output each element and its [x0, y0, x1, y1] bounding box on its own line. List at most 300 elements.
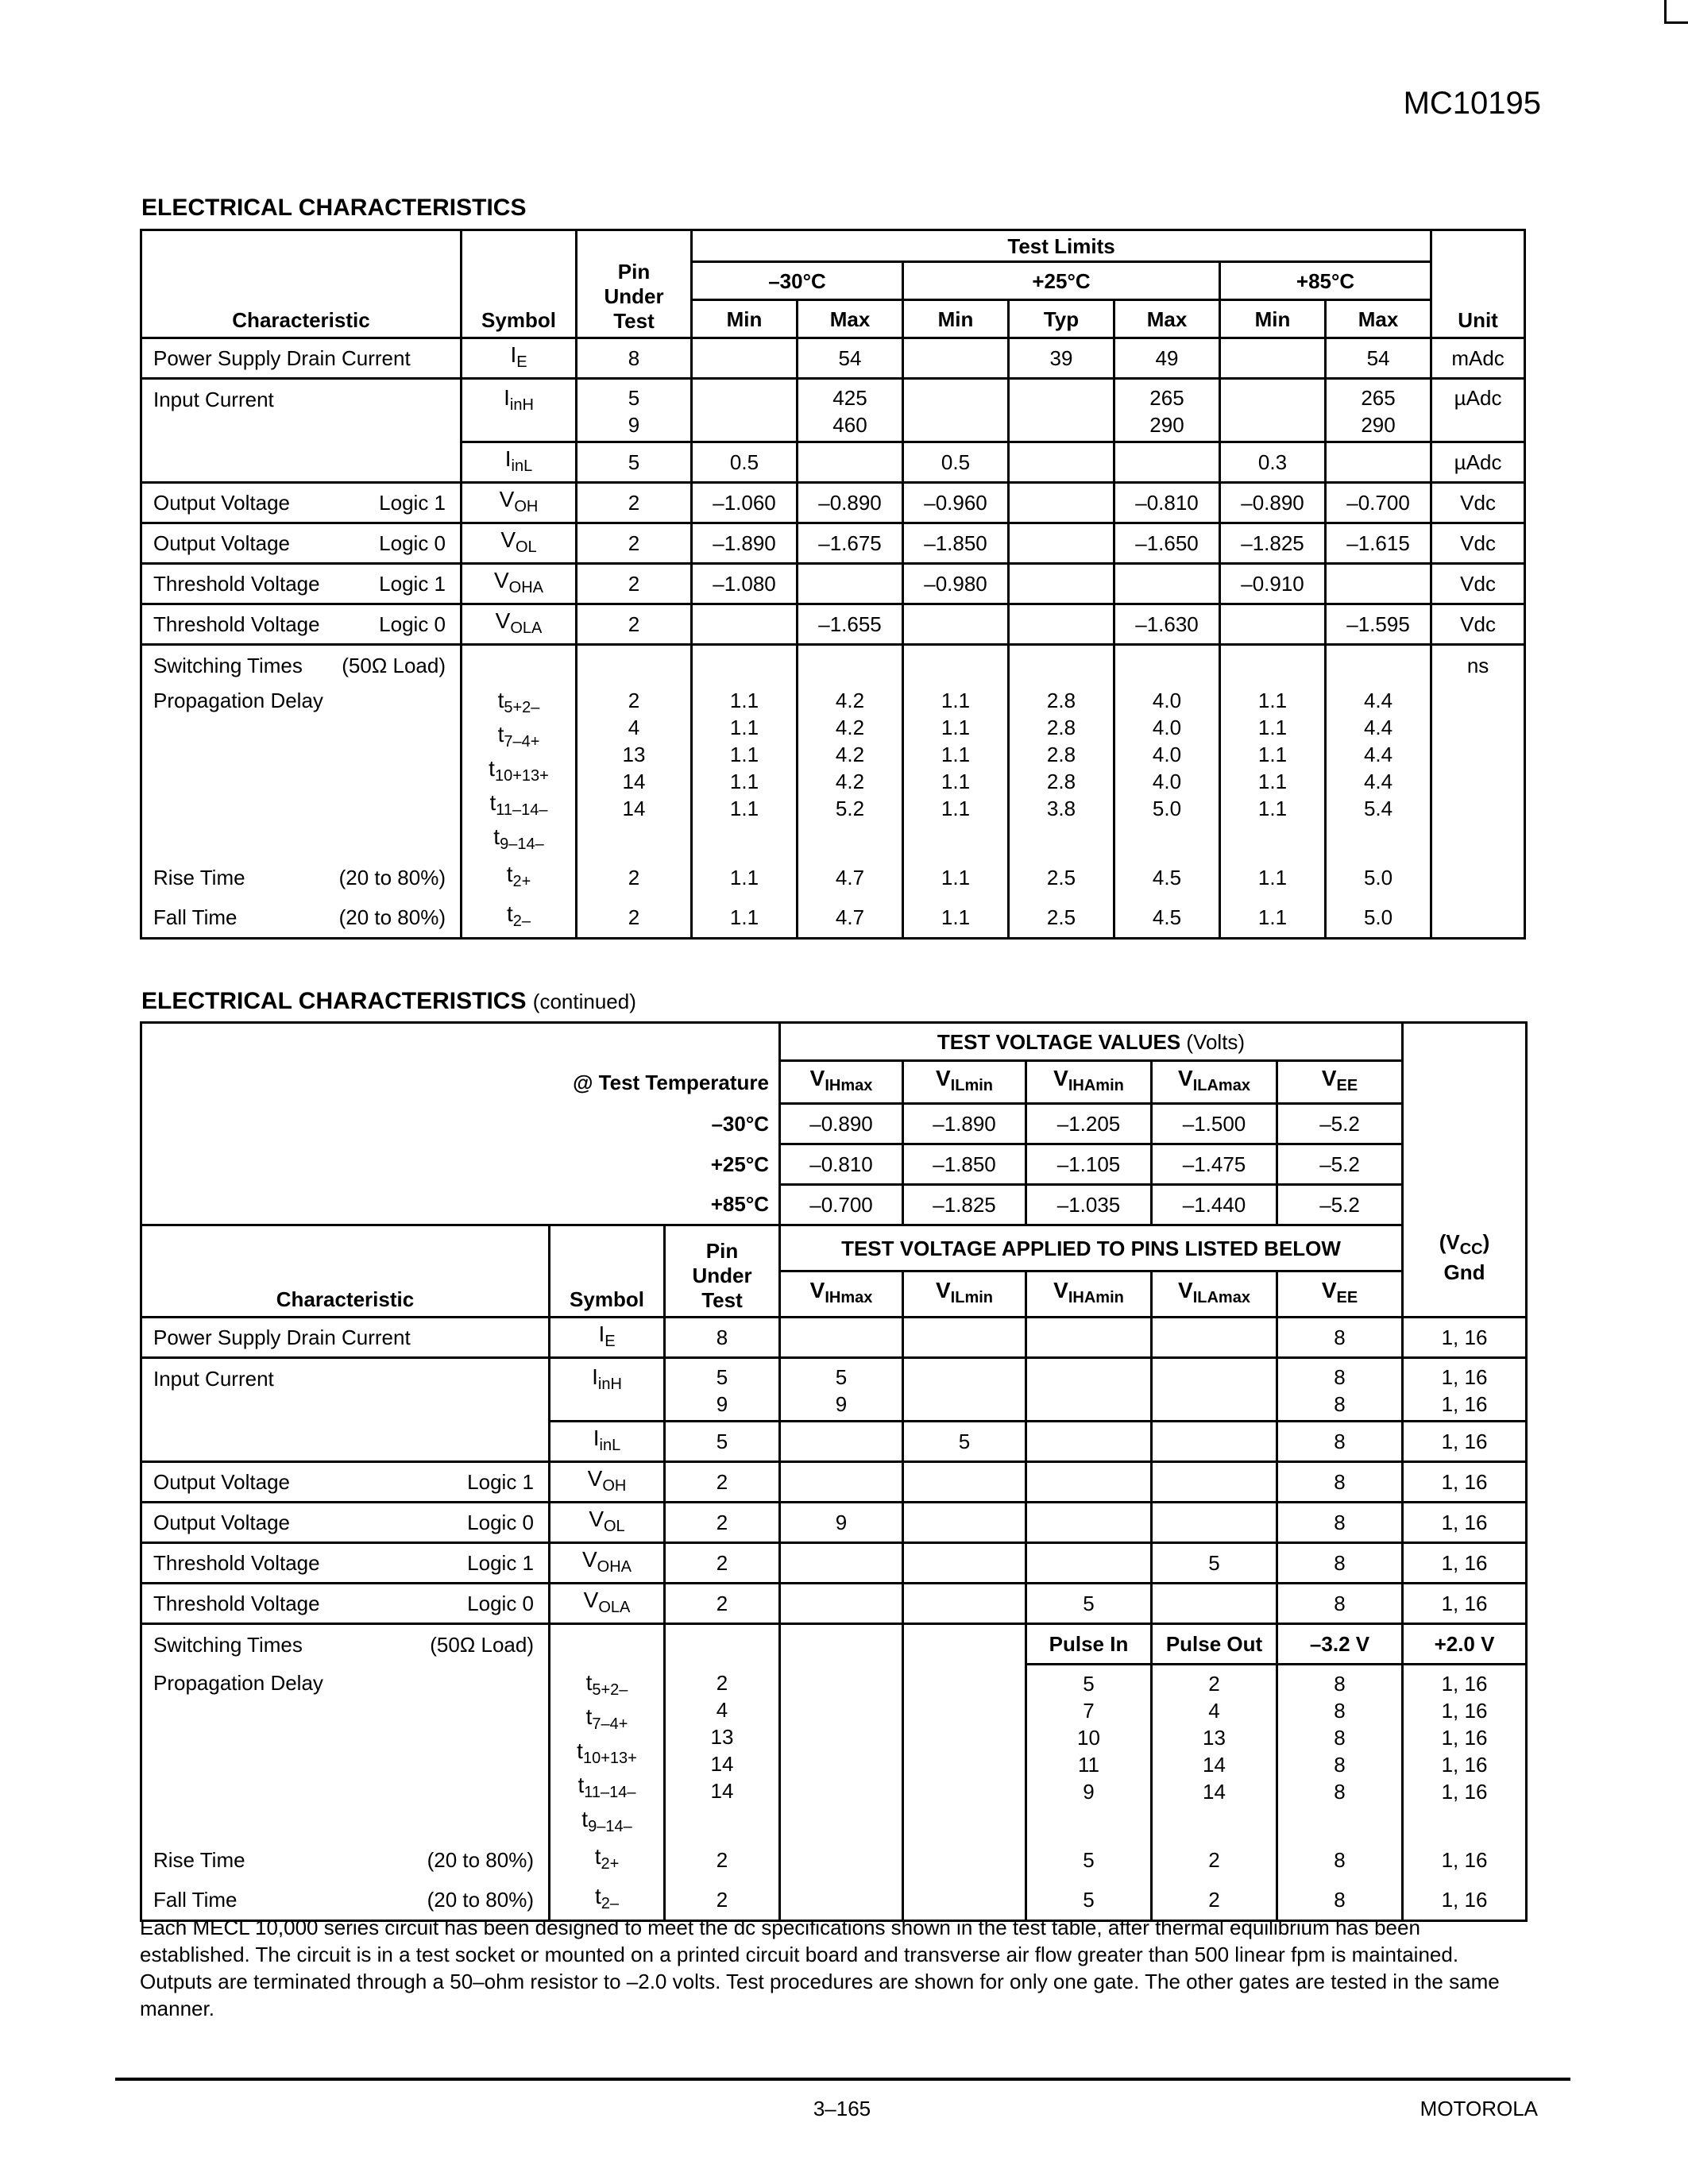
vee-head: –3.2 V [1277, 1624, 1403, 1665]
cell-line: 1.1 [941, 715, 971, 739]
value-cell [1009, 685, 1114, 858]
cell-line: 1, 16 [1441, 1753, 1488, 1777]
value-cell: –1.850 [903, 523, 1009, 564]
empty-cell [1009, 645, 1114, 685]
value-cell [1009, 442, 1114, 483]
symbol-base: V [581, 1546, 597, 1572]
symbol-cell [462, 604, 577, 645]
limit-head: Typ [1009, 300, 1114, 338]
value-cell: –1.060 [692, 483, 798, 523]
symbol-base: t [577, 1738, 583, 1763]
symbol [510, 341, 527, 371]
cell-line: 9 [1083, 1780, 1095, 1804]
symbol-subscript: OH [514, 497, 539, 515]
symbol-subscript: OL [604, 1517, 625, 1535]
vcc-subscript: CC [1459, 1241, 1483, 1259]
pin-value [1152, 1584, 1277, 1624]
characteristic-condition: Logic 0 [379, 531, 446, 555]
symbol-cell [550, 1665, 665, 1840]
table2-title [141, 988, 636, 1015]
voltage-value: –1.440 [1152, 1185, 1277, 1225]
vee-cell: 8 [1277, 1881, 1403, 1921]
symbol-cell [462, 379, 577, 442]
symbol-subscript: inH [597, 1376, 622, 1393]
cell-line: 8 [1334, 1780, 1346, 1804]
symbol-subscript: inH [509, 396, 534, 414]
symbol [581, 1806, 632, 1835]
symbol-subscript: ILAmax [1192, 1289, 1250, 1306]
tvv-label: TEST VOLTAGE VALUES [937, 1029, 1181, 1054]
cell-line: 4.0 [1152, 715, 1182, 739]
pin-value: 5 [1152, 1543, 1277, 1584]
characteristic-cell [141, 898, 462, 939]
pin-value [1026, 1318, 1152, 1358]
cell-line: 4.0 [1152, 769, 1182, 793]
characteristic-name: Output Voltage [153, 1511, 291, 1534]
cell-line: 1.1 [729, 742, 759, 766]
characteristic-condition: Logic 1 [379, 572, 446, 596]
symbol [506, 901, 531, 930]
symbol [489, 755, 549, 785]
pin-value [780, 1543, 903, 1584]
symbol-base: t [493, 824, 500, 849]
cell-line: 14 [622, 796, 646, 820]
header-row [141, 1023, 1527, 1061]
pin-cell [577, 379, 692, 442]
symbol-base: V [500, 527, 516, 552]
symbol-line [462, 721, 575, 755]
value-cell [1009, 523, 1114, 564]
pulse-vee [1277, 1665, 1403, 1840]
symbol-cell [462, 564, 577, 604]
symbol-line [462, 755, 575, 789]
table-row [141, 1358, 1527, 1422]
test-voltage-table [140, 1021, 1528, 1922]
unit-cell: ns [1431, 645, 1525, 685]
symbol-base: V [1178, 1278, 1193, 1302]
cell-line: 8 [1334, 1726, 1346, 1750]
empty-cell [903, 1665, 1026, 1840]
symbol-base: V [589, 1506, 604, 1531]
electrical-characteristics-table [140, 229, 1526, 940]
cell-line: 1.1 [729, 796, 759, 820]
symbol-subscript: OH [602, 1476, 627, 1495]
empty-cell [780, 1624, 903, 1665]
cell-line: 14 [622, 769, 646, 793]
cell-line: 4.0 [1152, 742, 1182, 766]
gnd-cell: 1, 16 [1403, 1584, 1527, 1624]
cell-line: 1.1 [941, 769, 971, 793]
symbol [577, 1738, 637, 1767]
cell-line: 2 [628, 688, 640, 712]
table-row [141, 564, 1525, 604]
pin-cell [665, 1358, 780, 1422]
voltage-col-head [1277, 1271, 1403, 1318]
pin-value [780, 1358, 903, 1422]
table-row [141, 379, 1525, 442]
temperature-label: +25°C [141, 1144, 780, 1185]
corner-mark [1664, 0, 1688, 24]
characteristic-name: Input Current [153, 388, 274, 411]
symbol-base: V [495, 608, 511, 633]
symbol-subscript: inL [511, 457, 533, 475]
symbol-base: V [809, 1278, 825, 1302]
cell-line: 290 [1149, 413, 1184, 437]
value-cell: –0.810 [1114, 483, 1220, 523]
symbol [497, 687, 540, 716]
pin-cell: 2 [577, 564, 692, 604]
cell-line: 1.1 [941, 688, 971, 712]
header-row [141, 1225, 1527, 1271]
symbol-subscript: ILmin [950, 1077, 994, 1094]
symbol [506, 861, 531, 890]
voltage-col-head [780, 1271, 903, 1318]
symbol [1053, 1278, 1124, 1306]
symbol-base: I [504, 446, 512, 471]
value-cell [1326, 442, 1431, 483]
symbol-line [462, 687, 575, 721]
value-cell: 1.1 [1220, 898, 1326, 939]
footnote: Each MECL 10,000 series circuit has been designed to meet the dc specifications shown in the test table, after thermal equilibrium has been established. The circuit is in a test socket or mounted on a printed circuit board and transverse air flow greater than 500 linear fpm is maintained. Outputs are terminated through a 50–ohm resistor to –2.0 volts. Test procedures are shown for only one gate. The other gates are tested in the same manner. [140, 1916, 1500, 2020]
cell-line: 460 [832, 413, 867, 437]
pin-value: 8 [1277, 1503, 1403, 1543]
tvv-header [780, 1023, 1403, 1061]
symbol [577, 1772, 636, 1801]
pulse-out: 2 [1152, 1840, 1277, 1881]
characteristic-cell [141, 858, 462, 898]
symbol [594, 1883, 620, 1912]
value-cell: 4.7 [798, 858, 903, 898]
pin-value: 8 [1277, 1462, 1403, 1503]
page-number: 3–165 [813, 2097, 871, 2120]
symbol-subscript: 11–14– [496, 801, 548, 819]
value-cell [1326, 379, 1431, 442]
pin-value: 5 [1026, 1584, 1152, 1624]
voltage-value: –0.700 [780, 1185, 903, 1225]
value-cell: 1.1 [1220, 858, 1326, 898]
symbol-line [550, 1772, 663, 1806]
temperature-row [141, 1104, 1527, 1144]
voltage-col-head [1026, 1061, 1152, 1104]
symbol-subscript: OL [516, 538, 537, 556]
value-cell [798, 564, 903, 604]
pin-value [780, 1422, 903, 1462]
cell-line: 290 [1361, 413, 1396, 437]
col-head-symbol: Symbol [550, 1225, 665, 1318]
gnd-cell: 1, 16 [1403, 1462, 1527, 1503]
value-cell: –0.700 [1326, 483, 1431, 523]
symbol-subscript: IHAmin [1068, 1077, 1124, 1094]
value-cell [798, 442, 903, 483]
symbol-subscript: EE [1336, 1077, 1358, 1094]
symbol-base: V [1178, 1066, 1193, 1090]
symbol-subscript: 9–14– [500, 835, 544, 853]
value-cell: 5.0 [1326, 898, 1431, 939]
cell-line: 8 [1334, 1365, 1346, 1389]
value-cell [1009, 604, 1114, 645]
pin-value [903, 1462, 1026, 1503]
empty-cell [665, 1624, 780, 1665]
value-cell [1009, 379, 1114, 442]
symbol-subscript: OLA [510, 619, 543, 637]
characteristic-condition: Logic 1 [467, 1470, 534, 1494]
symbol-base: V [1053, 1278, 1068, 1302]
pin-cell: 2 [665, 1543, 780, 1584]
empty-cell [692, 645, 798, 685]
applied-header: TEST VOLTAGE APPLIED TO PINS LISTED BELOW [780, 1225, 1403, 1271]
cell-line: 3.8 [1046, 796, 1076, 820]
table-row [141, 1840, 1527, 1881]
characteristic-name: Propagation Delay [153, 688, 323, 712]
characteristic-name: Threshold Voltage [153, 572, 320, 596]
limit-head: Min [903, 300, 1009, 338]
col-head-characteristic: Characteristic [141, 1225, 550, 1318]
cell-line: 2.8 [1046, 769, 1076, 793]
symbol [583, 1587, 631, 1616]
pulse-in: 5 [1026, 1840, 1152, 1881]
symbol [1053, 1066, 1124, 1094]
symbol-subscript: OHA [597, 1557, 632, 1576]
cell-line: 2.8 [1046, 742, 1076, 766]
cell-line: 2.8 [1046, 715, 1076, 739]
cell-line: 1.1 [1257, 796, 1288, 820]
empty-cell [1220, 645, 1326, 685]
pulse-pin_in [1026, 1665, 1152, 1840]
cell-line: 4.2 [835, 742, 865, 766]
cell-line: 8 [1334, 1699, 1346, 1723]
value-cell [903, 379, 1009, 442]
cell-line: 4.2 [835, 688, 865, 712]
cell-line: 1.1 [941, 796, 971, 820]
cell-line: 4.2 [835, 715, 865, 739]
temp-head: +85°C [1220, 262, 1431, 300]
value-cell: –1.650 [1114, 523, 1220, 564]
table-row [141, 645, 1525, 685]
cell-line: 4.4 [1363, 769, 1393, 793]
voltage-col-head [1277, 1061, 1403, 1104]
symbol-base: V [935, 1278, 951, 1302]
value-cell [1326, 564, 1431, 604]
value-cell [798, 685, 903, 858]
pin-cell: 2 [665, 1503, 780, 1543]
symbol [504, 446, 533, 475]
pin-value [1152, 1462, 1277, 1503]
footer-rule [115, 2078, 1570, 2081]
value-cell: 49 [1114, 338, 1220, 379]
gnd-cell [1403, 1358, 1527, 1422]
symbol [594, 1843, 620, 1873]
voltage-value: –5.2 [1277, 1144, 1403, 1185]
characteristic-cell [141, 1624, 550, 1665]
cell-line: 8 [1334, 1392, 1346, 1416]
cell-line: 10 [1077, 1726, 1100, 1750]
symbol-cell [550, 1503, 665, 1543]
symbol-base: V [935, 1066, 951, 1090]
vcc-close: ) [1482, 1230, 1490, 1255]
cell-line: 265 [1361, 386, 1396, 410]
cell-line: 265 [1149, 386, 1184, 410]
empty-cell [550, 1624, 665, 1665]
symbol-subscript: OLA [598, 1598, 631, 1616]
value-cell [1114, 442, 1220, 483]
pin-cell [577, 685, 692, 858]
symbol-base: V [493, 567, 509, 592]
symbol-cell [462, 483, 577, 523]
pin-value [903, 1318, 1026, 1358]
symbol-subscript: 5+2– [504, 698, 540, 716]
empty-cell [780, 1665, 903, 1840]
value-cell: –1.595 [1326, 604, 1431, 645]
symbol-base: t [506, 901, 513, 926]
value-cell: 2.5 [1009, 898, 1114, 939]
symbol [809, 1278, 873, 1306]
pin-value: 9 [780, 1503, 903, 1543]
pin-cell: 8 [577, 338, 692, 379]
characteristic-cell [141, 1584, 550, 1624]
gnd-cell: 1, 16 [1403, 1881, 1527, 1921]
symbol [809, 1066, 873, 1094]
symbol-base: t [585, 1669, 593, 1695]
table-row [141, 1665, 1527, 1840]
pin-cell [665, 1665, 780, 1840]
cell-line: 5.2 [835, 796, 865, 820]
pin-value [780, 1462, 903, 1503]
symbol-base: t [489, 755, 495, 781]
symbol-line [462, 824, 575, 858]
value-cell: 4.7 [798, 898, 903, 939]
value-cell: 4.5 [1114, 858, 1220, 898]
symbol-subscript: OHA [508, 578, 544, 596]
pin-value: 8 [1277, 1422, 1403, 1462]
unit-cell: µAdc [1431, 379, 1525, 442]
table-row [141, 338, 1525, 379]
voltage-col-head [1026, 1271, 1152, 1318]
value-cell: –0.980 [903, 564, 1009, 604]
characteristic-condition: Logic 0 [379, 612, 446, 636]
table-row [141, 1503, 1527, 1543]
cell-line: 4.4 [1363, 688, 1393, 712]
value-cell: 39 [1009, 338, 1114, 379]
value-cell: 0.5 [692, 442, 798, 483]
value-cell: 1.1 [903, 858, 1009, 898]
cell-line: 1.1 [1257, 742, 1288, 766]
symbol [935, 1278, 994, 1306]
characteristic-name: Switching Times [153, 1632, 303, 1657]
empty-cell [903, 1624, 1026, 1665]
symbol-subscript: 2– [601, 1894, 620, 1912]
value-cell: –0.910 [1220, 564, 1326, 604]
symbol [1321, 1066, 1358, 1094]
cell-line: 4.4 [1363, 742, 1393, 766]
pin-value [1026, 1543, 1152, 1584]
pin-value [1152, 1358, 1277, 1422]
voltage-value: –5.2 [1277, 1185, 1403, 1225]
empty-cell [903, 1840, 1026, 1881]
characteristic-name: Rise Time [153, 1848, 245, 1872]
table-row [141, 858, 1525, 898]
pulse-gnd [1403, 1665, 1527, 1840]
symbol-line [550, 1738, 663, 1772]
characteristic-cell [141, 564, 462, 604]
symbol-base: t [577, 1772, 585, 1797]
vee-cell: 8 [1277, 1840, 1403, 1881]
symbol [495, 608, 543, 637]
unit-cell: mAdc [1431, 338, 1525, 379]
symbol [504, 385, 534, 414]
symbol [587, 1465, 627, 1495]
characteristic-name: Output Voltage [153, 1470, 291, 1494]
symbol-cell [462, 442, 577, 483]
characteristic-cell [141, 604, 462, 645]
symbol-base: V [1053, 1066, 1068, 1090]
symbol-subscript: ILmin [950, 1289, 994, 1306]
pin-cell: 2 [577, 858, 692, 898]
empty-cell [1326, 645, 1431, 685]
symbol-base: I [592, 1364, 598, 1389]
voltage-value: –1.475 [1152, 1144, 1277, 1185]
cell-line: 14 [1203, 1780, 1226, 1804]
limit-head: Min [692, 300, 798, 338]
voltage-value: –1.105 [1026, 1144, 1152, 1185]
pin-value [1152, 1422, 1277, 1462]
symbol-subscript: EE [1336, 1289, 1358, 1306]
symbol-base: V [1321, 1278, 1337, 1302]
symbol-cell [462, 523, 577, 564]
symbol-base: t [585, 1704, 593, 1729]
pin-value [903, 1503, 1026, 1543]
characteristic-condition: (20 to 80%) [338, 866, 446, 889]
unit-cell: Vdc [1431, 523, 1525, 564]
characteristic-condition: Logic 0 [467, 1511, 534, 1534]
symbol-cell [550, 1422, 665, 1462]
cell-line: 11 [1078, 1753, 1099, 1777]
symbol-base: V [499, 486, 515, 511]
pin-value: 5 [903, 1422, 1026, 1462]
symbol-subscript: 7–4+ [504, 732, 540, 751]
cell-line: 5 [835, 1365, 848, 1389]
characteristic-cell [141, 685, 462, 858]
cell-line: 14 [710, 1751, 734, 1776]
value-cell [1220, 379, 1326, 442]
pin-value [903, 1543, 1026, 1584]
vcc-head: +2.0 V [1403, 1624, 1527, 1665]
symbol [1321, 1278, 1358, 1306]
cell-line: 13 [1203, 1726, 1226, 1750]
empty-cell [1431, 898, 1525, 939]
table-row [141, 483, 1525, 523]
characteristic-condition: Logic 0 [467, 1592, 534, 1615]
voltage-value: –0.890 [780, 1104, 903, 1144]
pin-label: Pin Under Test [604, 260, 664, 333]
value-cell [1220, 604, 1326, 645]
voltage-value: –1.890 [903, 1104, 1026, 1144]
cell-line: 1.1 [729, 769, 759, 793]
value-cell: –0.890 [1220, 483, 1326, 523]
gnd-label: Gnd [1443, 1260, 1485, 1284]
brand-name: MOTOROLA [1420, 2097, 1538, 2120]
characteristic-cell [141, 1358, 550, 1462]
characteristic-name: Output Voltage [153, 531, 291, 555]
symbol-line [550, 1704, 663, 1738]
characteristic-name: Threshold Voltage [153, 1551, 320, 1575]
symbol-subscript: 2+ [601, 1854, 620, 1873]
value-cell [692, 685, 798, 858]
tvv-unit: (Volts) [1186, 1029, 1246, 1054]
table2-title-text: ELECTRICAL CHARACTERISTICS [141, 988, 527, 1014]
symbol [598, 1321, 616, 1350]
value-cell [692, 338, 798, 379]
symbol [1178, 1066, 1250, 1094]
